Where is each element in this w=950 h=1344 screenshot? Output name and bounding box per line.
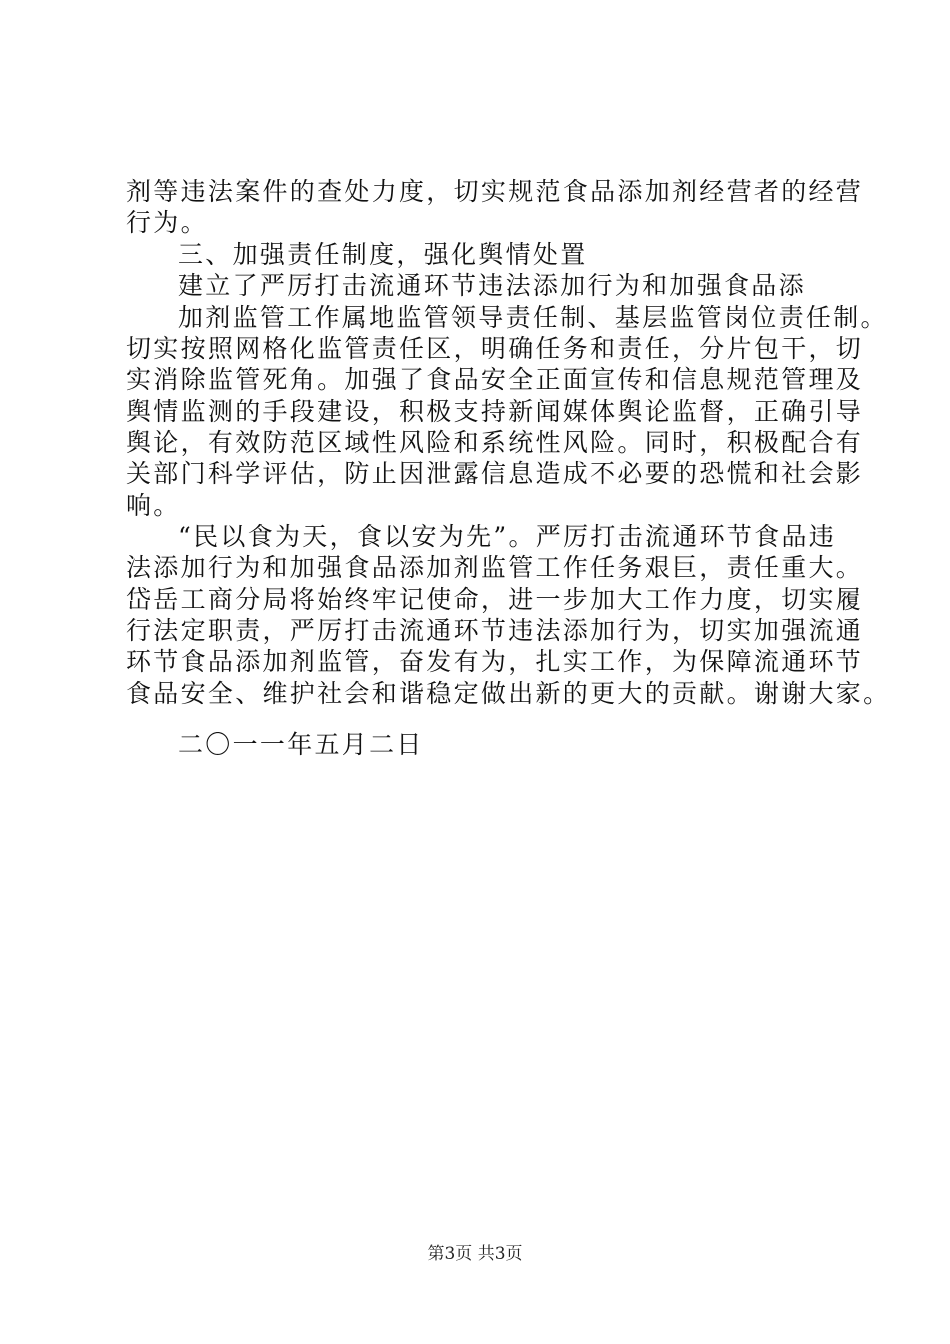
body-line-4: 建立了严厉打击流通环节违法添加行为和加强食品添 [178,271,806,300]
body-line-14: 岱岳工商分局将始终牢记使命，进一步加大工作力度，切实履 [126,585,864,614]
body-line-7: 实消除监管死角。加强了食品安全正面宣传和信息规范管理及 [126,365,864,394]
document-date: 二〇一一年五月二日 [178,730,424,759]
body-line-5: 加剂监管工作属地监管领导责任制、基层监管岗位责任制。 [178,303,888,332]
body-line-2: 行为。 [126,208,208,237]
body-line-16: 环节食品添加剂监管，奋发有为，扎实工作，为保障流通环节 [126,647,864,676]
body-line-9: 舆论，有效防范区域性风险和系统性风险。同时，积极配合有 [126,428,864,457]
body-line-6: 切实按照网格化监管责任区，明确任务和责任，分片包干，切 [126,334,864,363]
body-line-1: 剂等违法案件的查处力度，切实规范食品添加剂经营者的经营 [126,177,864,206]
body-line-13: 法添加行为和加强食品添加剂监管工作任务艰巨，责任重大。 [126,553,864,582]
body-line-11: 响。 [126,491,181,520]
body-line-10: 关部门科学评估，防止因泄露信息造成不必要的恐慌和社会影 [126,459,864,488]
body-line-8: 舆情监测的手段建设，积极支持新闻媒体舆论监督，正确引导 [126,397,864,426]
body-line-17: 食品安全、维护社会和谐稳定做出新的更大的贡献。谢谢大家。 [126,679,891,708]
section-heading: 三、加强责任制度，强化舆情处置 [178,240,588,269]
body-line-12: “民以食为天，食以安为先”。严厉打击流通环节食品违 [178,522,837,551]
page-number-footer: 第3页 共3页 [427,1244,523,1264]
body-line-15: 行法定职责，严厉打击流通环节违法添加行为，切实加强流通 [126,616,864,645]
